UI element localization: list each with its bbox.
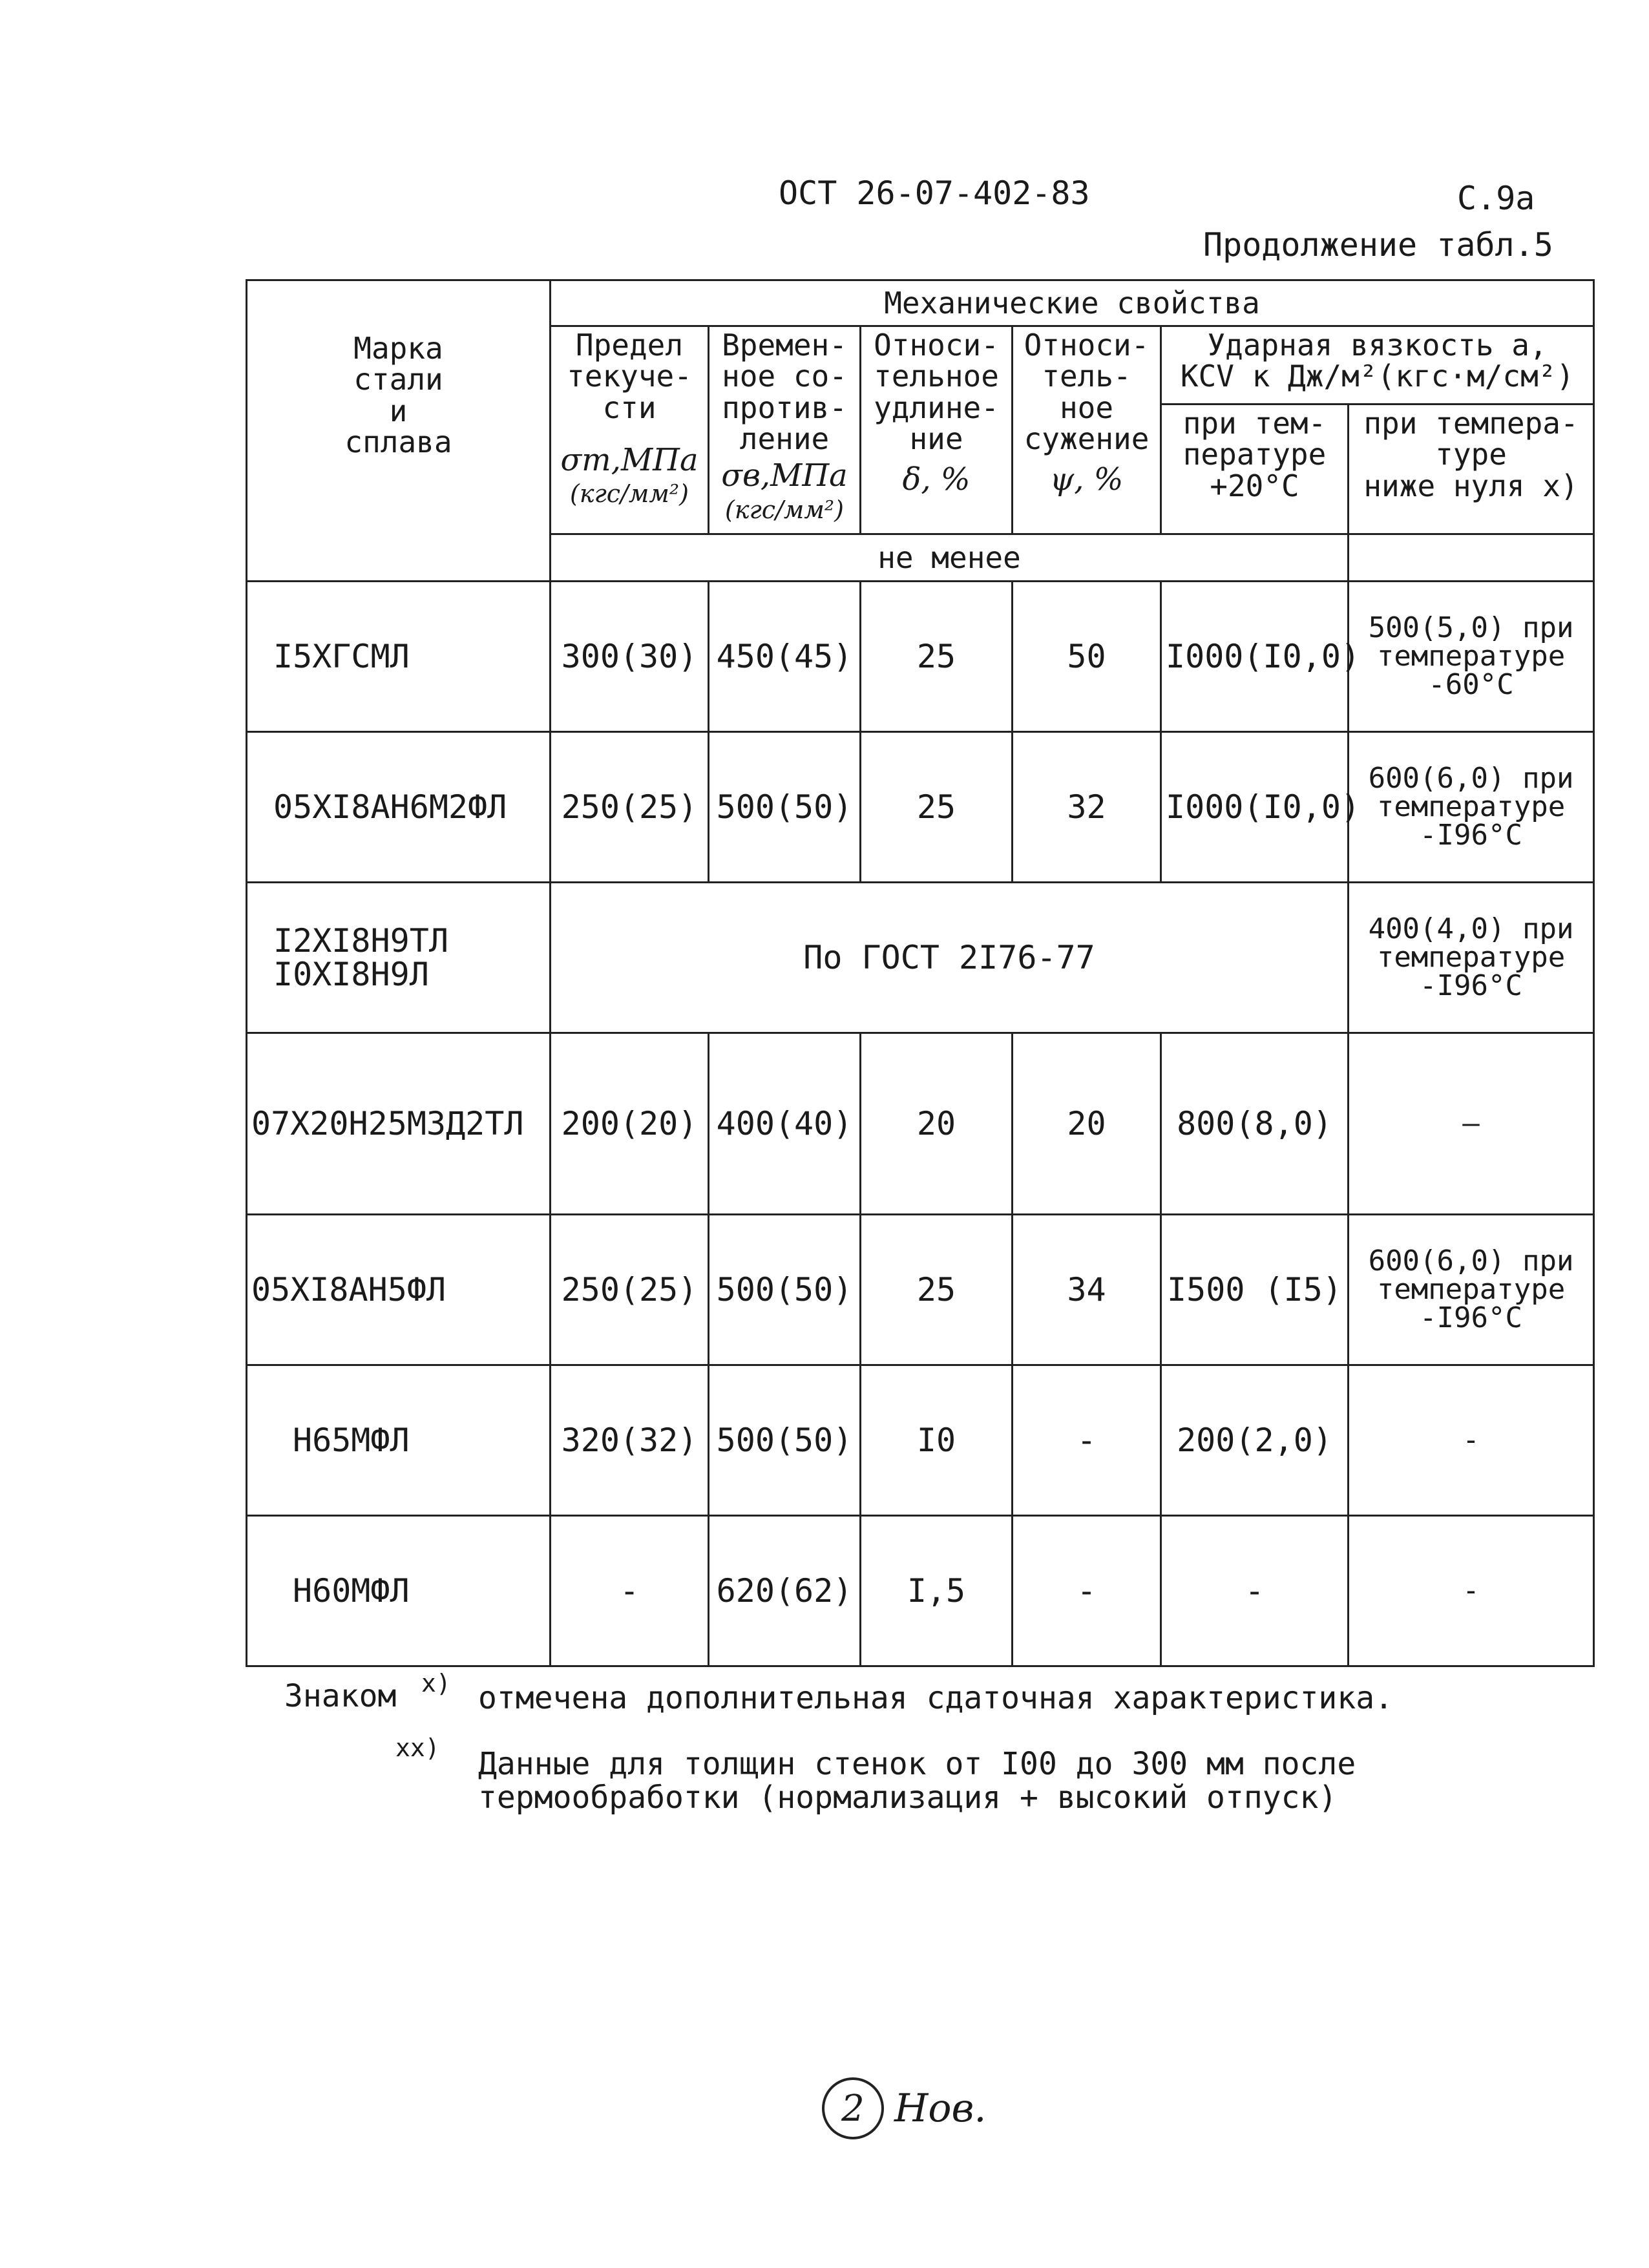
impact-plus20-cell: 200(2,0) — [1161, 1365, 1349, 1516]
reduction-cell: 50 — [1013, 582, 1161, 732]
elongation-cell: 25 — [861, 1215, 1013, 1365]
footnote-text-2: Данные для толщин стенок от I00 до 300 мм после термообработки (нормализация + высокий отпуск) — [478, 1746, 1356, 1816]
footnote-mark-1: x) — [421, 1669, 451, 1697]
table-row — [247, 1033, 1594, 1215]
tensile-cell: 500(50) — [709, 732, 861, 883]
page-number: С.9а — [1457, 180, 1535, 217]
yield-cell: 320(32) — [551, 1365, 709, 1516]
reduction-cell: 34 — [1013, 1215, 1161, 1365]
gost-reference-cell: По ГОСТ 2I76-77 — [551, 883, 1349, 1033]
grade-cell: 05XI8AH6M2ФЛ — [247, 732, 551, 883]
impact-plus20-cell: - — [1161, 1516, 1349, 1666]
impact-plus20-cell: I000(I0,0) — [1161, 582, 1349, 732]
grade-cell: H60MФЛ — [247, 1516, 551, 1666]
impact-below-zero-cell: 600(6,0) при температуре -I96°С — [1349, 1215, 1594, 1365]
grade-cell: 05XI8AH5ФЛ — [247, 1215, 551, 1365]
elongation-cell: 20 — [861, 1033, 1013, 1215]
grade-column-header: Марка стали и сплава — [247, 280, 551, 582]
footnote-text-1: отмечена дополнительная сдаточная характеристика. — [478, 1680, 1394, 1716]
table-row — [247, 582, 1594, 732]
elongation-cell: I0 — [861, 1365, 1013, 1516]
yield-cell: 250(25) — [551, 732, 709, 883]
table-row — [247, 1215, 1594, 1365]
tensile-strength-header: Времен- ное со- против- ление σв,МПа (кгс/мм²) — [709, 326, 861, 534]
tensile-cell: 500(50) — [709, 1365, 861, 1516]
grade-cell: 07X20H25M3Д2TЛ — [247, 1033, 551, 1215]
impact-below-zero-cell: - — [1349, 1516, 1594, 1666]
table-row — [247, 883, 1594, 1033]
elongation-cell: 25 — [861, 582, 1013, 732]
table-row — [247, 1365, 1594, 1516]
tensile-cell: 400(40) — [709, 1033, 861, 1215]
impact-below-zero-header: при темпера- туре ниже нуля x) — [1349, 404, 1594, 534]
elongation-cell: I,5 — [861, 1516, 1013, 1666]
impact-below-zero-cell: - — [1349, 1365, 1594, 1516]
document-code: ОСТ 26-07-402-83 — [779, 174, 1090, 212]
impact-below-zero-cell: 500(5,0) при температуре -60°С — [1349, 582, 1594, 732]
grade-cell: I2XI8H9TЛ I0XI8H9Л — [247, 883, 551, 1033]
grade-cell: H65MФЛ — [247, 1365, 551, 1516]
impact-plus20-cell: I000(I0,0) — [1161, 732, 1349, 883]
impact-toughness-header: Ударная вязкость а, КСV к Дж/м²(кгс·м/см²) — [1161, 326, 1594, 404]
revision-label: Нов. — [894, 2086, 987, 2131]
impact-plus20-cell: 800(8,0) — [1161, 1033, 1349, 1215]
mechanical-properties-header: Механические свойства — [551, 280, 1594, 326]
impact-below-zero-cell: 400(4,0) при температуре -I96°С — [1349, 883, 1594, 1033]
not-less-than-spacer — [1349, 534, 1594, 582]
footnote-mark-2: xx) — [395, 1734, 440, 1762]
table-row — [247, 732, 1594, 883]
revision-number-circle: 2 — [822, 2077, 884, 2139]
reduction-cell: 20 — [1013, 1033, 1161, 1215]
elongation-cell: 25 — [861, 732, 1013, 883]
impact-plus20-header: при тем- пературе +20°С — [1161, 404, 1349, 534]
tensile-cell: 500(50) — [709, 1215, 861, 1365]
table-continuation-label: Продолжение табл.5 — [1203, 226, 1553, 264]
not-less-than-label: не менее — [551, 534, 1349, 582]
impact-below-zero-cell: — — [1349, 1033, 1594, 1215]
tensile-cell: 450(45) — [709, 582, 861, 732]
yield-cell: 200(20) — [551, 1033, 709, 1215]
mechanical-properties-table — [246, 279, 1595, 1667]
reduction-cell: - — [1013, 1516, 1161, 1666]
reduction-cell: - — [1013, 1365, 1161, 1516]
table-row — [247, 1516, 1594, 1666]
impact-plus20-cell: I500 (I5) — [1161, 1215, 1349, 1365]
impact-below-zero-cell: 600(6,0) при температуре -I96°С — [1349, 732, 1594, 883]
revision-stamp — [822, 2077, 986, 2139]
reduction-of-area-header: Относи- тель- ное сужение ψ, % — [1013, 326, 1161, 534]
footnote-sign-word: Знаком — [284, 1678, 397, 1714]
grade-cell: I5XГСМЛ — [247, 582, 551, 732]
tensile-cell: 620(62) — [709, 1516, 861, 1666]
yield-cell: 250(25) — [551, 1215, 709, 1365]
yield-cell: - — [551, 1516, 709, 1666]
elongation-header: Относи- тельное удлине- ние δ, % — [861, 326, 1013, 534]
yield-strength-header: Предел текуче- сти σт,МПа (кгс/мм²) — [551, 326, 709, 534]
yield-cell: 300(30) — [551, 582, 709, 732]
reduction-cell: 32 — [1013, 732, 1161, 883]
